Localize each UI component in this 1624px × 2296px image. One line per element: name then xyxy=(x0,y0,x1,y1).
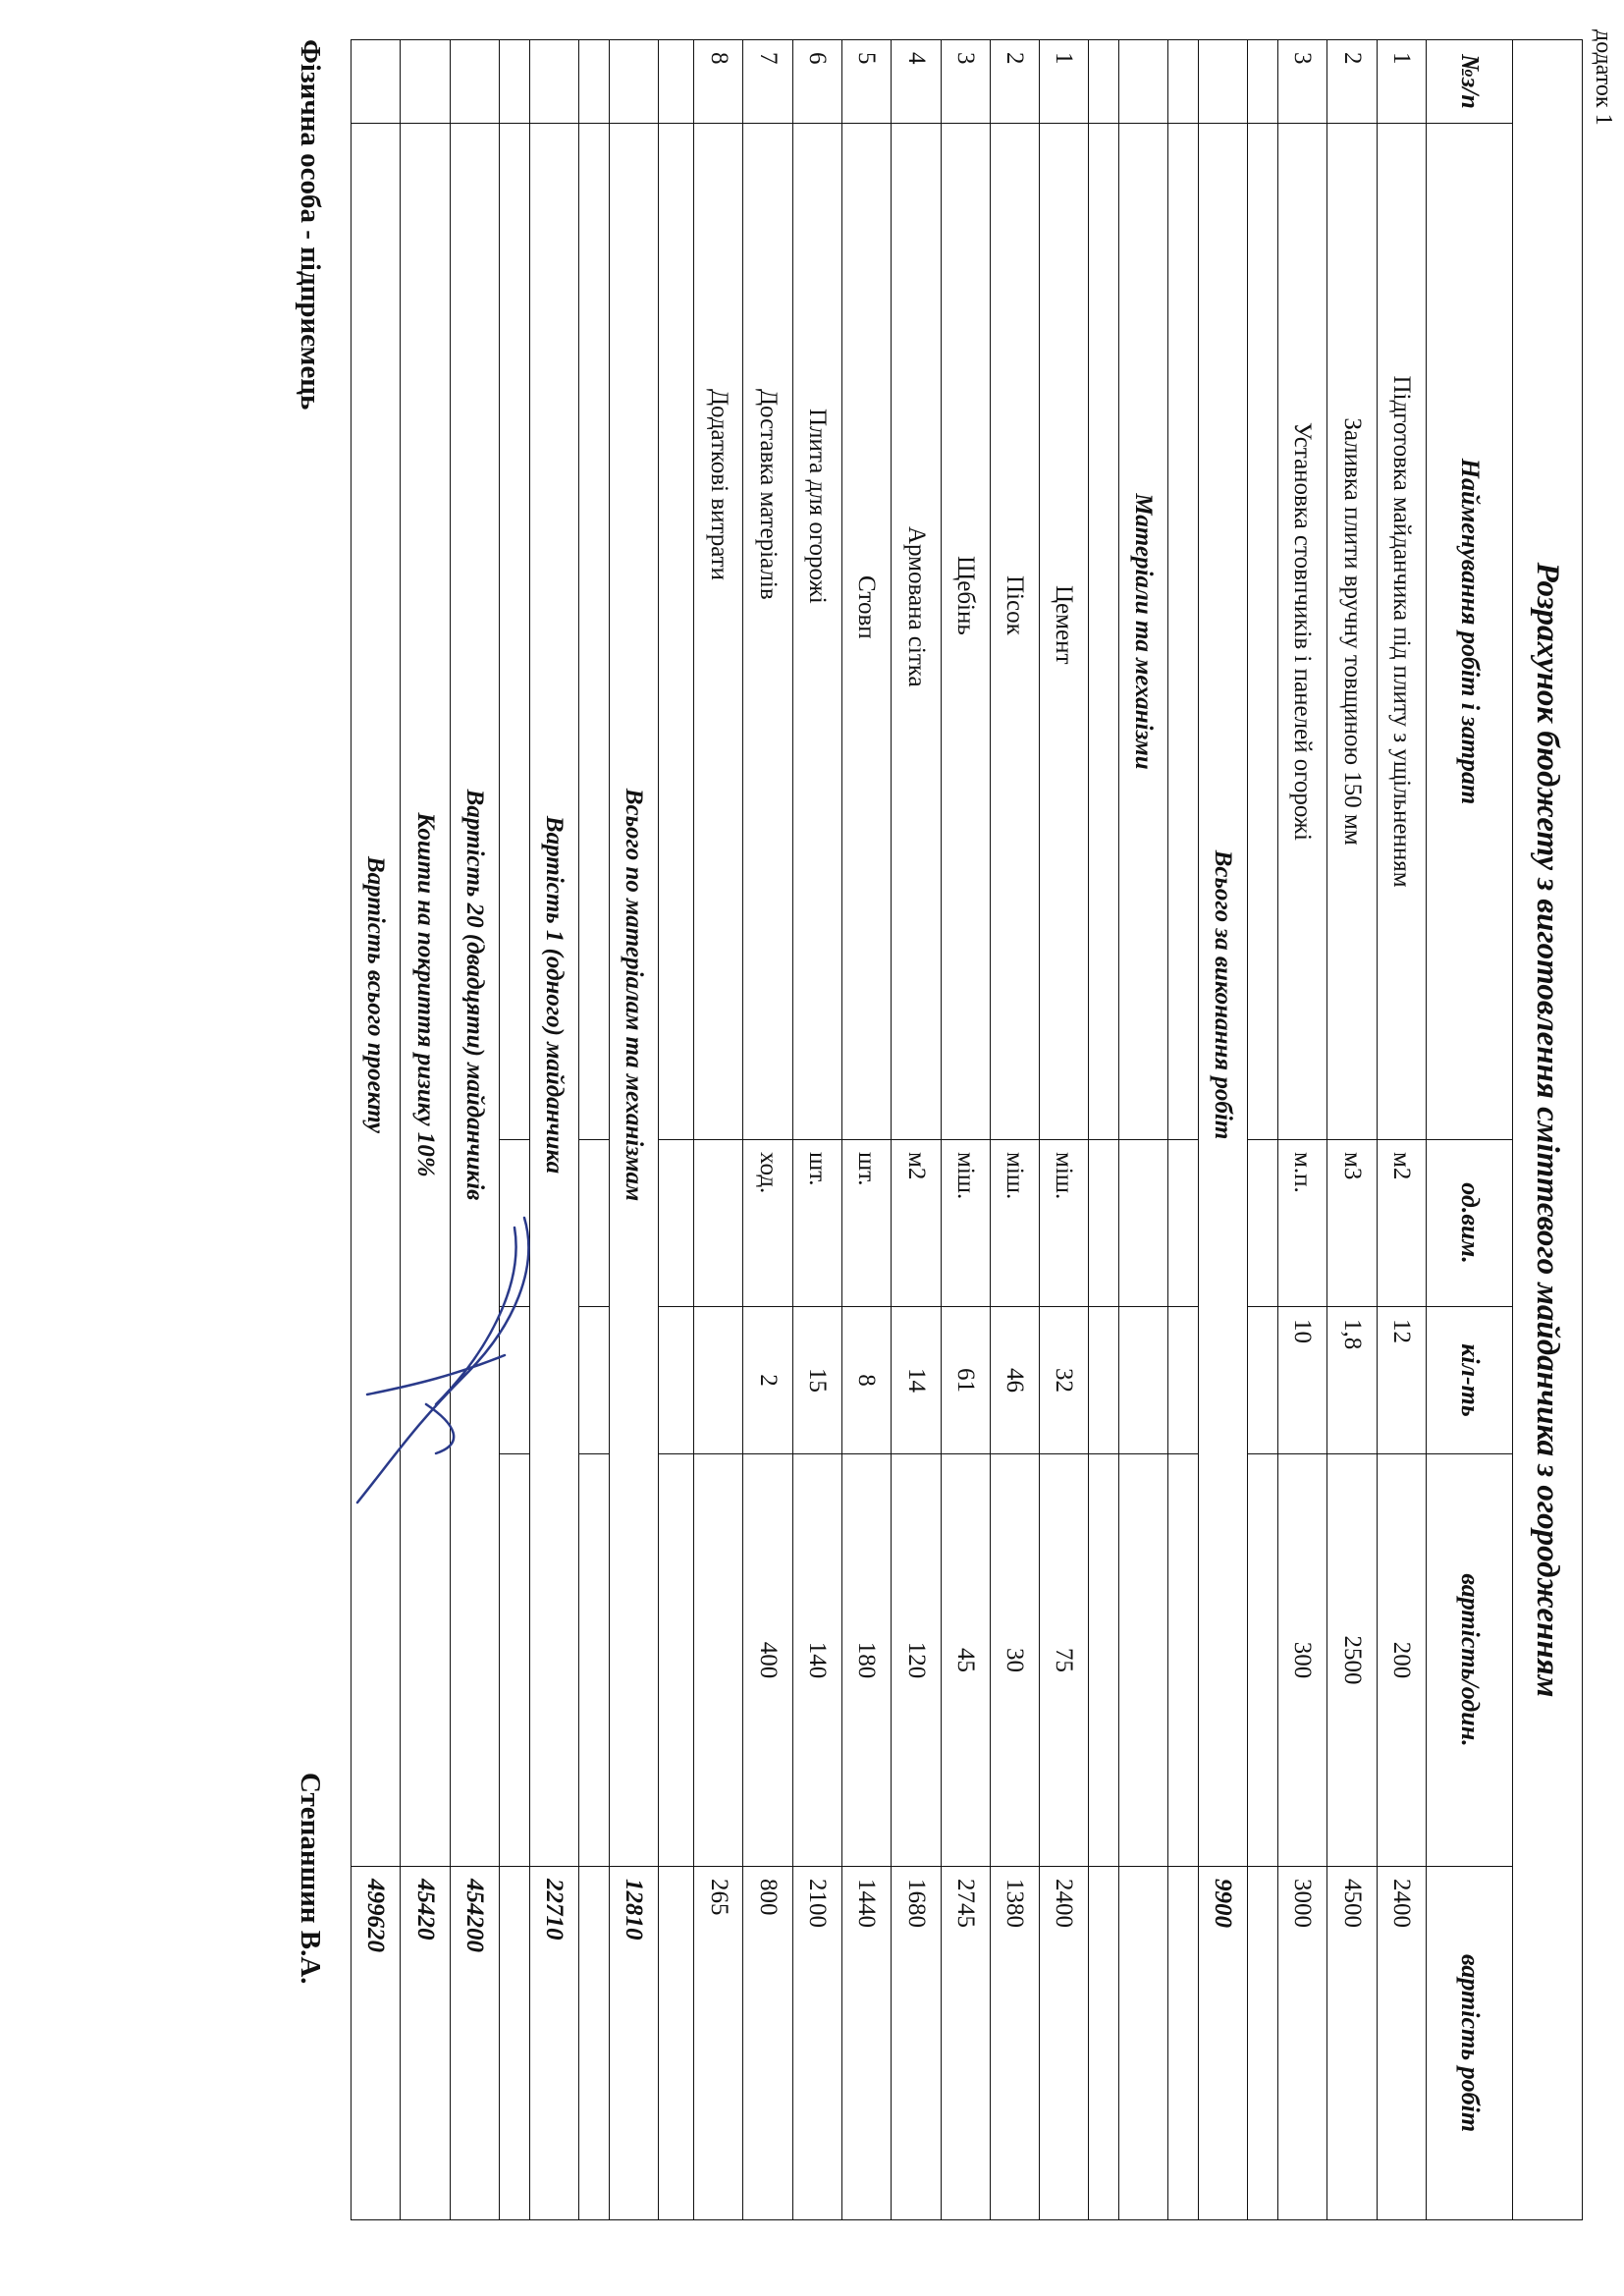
work-no: 1 xyxy=(1377,40,1426,124)
material-cost: 1680 xyxy=(892,1867,941,2220)
budget-table xyxy=(351,39,1583,2220)
work-no: 3 xyxy=(1278,40,1327,124)
project-total-label: Вартість всього проекту xyxy=(352,124,401,1867)
work-qty: 10 xyxy=(1278,1307,1327,1454)
work-unit: м3 xyxy=(1327,1140,1377,1307)
risk-value: 45420 xyxy=(401,1867,450,2220)
work-cost: 2400 xyxy=(1377,1867,1426,2220)
column-header-no: №з/п xyxy=(1426,40,1512,124)
signatory-title: Фізична особа - підприємець xyxy=(295,39,326,410)
material-cost: 2100 xyxy=(792,1867,841,2220)
material-no: 1 xyxy=(1040,40,1089,124)
material-name: Пісок xyxy=(990,124,1039,1140)
material-price: 75 xyxy=(1040,1454,1089,1867)
materials-section-row xyxy=(1119,40,1168,2220)
work-price: 2500 xyxy=(1327,1454,1377,1867)
material-qty: 2 xyxy=(743,1307,792,1454)
material-price: 45 xyxy=(941,1454,990,1867)
material-name: Плита для огорожі xyxy=(792,124,841,1140)
material-name: Цемент xyxy=(1040,124,1089,1140)
empty-row xyxy=(1168,40,1199,2220)
material-no: 6 xyxy=(792,40,841,124)
material-unit: міш. xyxy=(941,1140,990,1307)
table-header-row xyxy=(1426,40,1512,2220)
material-row xyxy=(990,40,1039,2220)
material-name: Доставка матеріалів xyxy=(743,124,792,1140)
material-price: 180 xyxy=(842,1454,892,1867)
material-row xyxy=(694,40,743,2220)
material-qty: 15 xyxy=(792,1307,841,1454)
budget-table-container xyxy=(351,39,1583,2219)
project-total-row xyxy=(352,40,401,2220)
column-header-name: Найменування робіт і затрат xyxy=(1426,124,1512,1140)
material-no: 7 xyxy=(743,40,792,124)
material-cost: 2745 xyxy=(941,1867,990,2220)
material-cost: 2400 xyxy=(1040,1867,1089,2220)
column-header-unit: од.вим. xyxy=(1426,1140,1512,1307)
empty-row xyxy=(658,40,693,2220)
material-no: 5 xyxy=(842,40,892,124)
empty-row xyxy=(1248,40,1278,2220)
material-qty xyxy=(694,1307,743,1454)
column-header-price: вартість/один. xyxy=(1426,1454,1512,1867)
material-price: 140 xyxy=(792,1454,841,1867)
handwritten-signature xyxy=(348,1208,544,1522)
table-title: Розрахунок бюджету з виготовлення сміттєвого майданчика з огородженням xyxy=(1512,40,1582,2220)
materials-total-row xyxy=(609,40,658,2220)
work-name: Заливка плити вручну товщиною 150 мм xyxy=(1327,124,1377,1140)
one-site-row xyxy=(529,40,578,2220)
material-qty: 8 xyxy=(842,1307,892,1454)
budget-table-body xyxy=(352,40,1583,2220)
material-unit: міш. xyxy=(990,1140,1039,1307)
one-site-label: Вартість 1 (одного) майданчика xyxy=(529,124,578,1867)
material-no: 4 xyxy=(892,40,941,124)
work-name: Установка стовпчиків і панелей огорожі xyxy=(1278,124,1327,1140)
works-total-row xyxy=(1199,40,1248,2220)
materials-total-value: 12810 xyxy=(609,1867,658,2220)
table-title-row xyxy=(1512,40,1582,2220)
material-unit: м2 xyxy=(892,1140,941,1307)
material-qty: 61 xyxy=(941,1307,990,1454)
material-price: 120 xyxy=(892,1454,941,1867)
material-unit: ход. xyxy=(743,1140,792,1307)
work-price: 300 xyxy=(1278,1454,1327,1867)
material-cost: 1440 xyxy=(842,1867,892,2220)
empty-row xyxy=(578,40,609,2220)
material-name: Щебінь xyxy=(941,124,990,1140)
signatory-name: Степаншин В.А. xyxy=(295,1773,326,1985)
twenty-sites-label: Вартість 20 (двадцяти) майданчиків xyxy=(450,124,499,1867)
material-name: Стовп xyxy=(842,124,892,1140)
material-row xyxy=(743,40,792,2220)
work-cost: 3000 xyxy=(1278,1867,1327,2220)
material-row xyxy=(941,40,990,2220)
work-price: 200 xyxy=(1377,1454,1426,1867)
material-unit xyxy=(694,1140,743,1307)
column-header-cost: вартість робіт xyxy=(1426,1867,1512,2220)
material-row xyxy=(892,40,941,2220)
material-name: Армована сітка xyxy=(892,124,941,1140)
work-qty: 12 xyxy=(1377,1307,1426,1454)
work-unit: м.п. xyxy=(1278,1140,1327,1307)
material-qty: 14 xyxy=(892,1307,941,1454)
work-cost: 4500 xyxy=(1327,1867,1377,2220)
risk-label: Кошти на покриття ризику 10% xyxy=(401,124,450,1867)
empty-row xyxy=(499,40,529,2220)
work-unit: м2 xyxy=(1377,1140,1426,1307)
works-total-value: 9900 xyxy=(1199,1867,1248,2220)
work-row xyxy=(1327,40,1377,2220)
material-no: 8 xyxy=(694,40,743,124)
material-row xyxy=(1040,40,1089,2220)
material-qty: 46 xyxy=(990,1307,1039,1454)
material-unit: міш. xyxy=(1040,1140,1089,1307)
materials-section-title: Матеріали та механізми xyxy=(1119,124,1168,1140)
materials-total-label: Всього по матеріалам та механізмам xyxy=(609,124,658,1867)
column-header-qty: кіл-ть xyxy=(1426,1307,1512,1454)
material-price: 30 xyxy=(990,1454,1039,1867)
material-cost: 1380 xyxy=(990,1867,1039,2220)
material-name: Додаткові витрати xyxy=(694,124,743,1140)
risk-row xyxy=(401,40,450,2220)
material-price xyxy=(694,1454,743,1867)
empty-row xyxy=(1089,40,1119,2220)
material-row xyxy=(792,40,841,2220)
twenty-sites-value: 454200 xyxy=(450,1867,499,2220)
material-unit: шт. xyxy=(842,1140,892,1307)
one-site-value: 22710 xyxy=(529,1867,578,2220)
work-no: 2 xyxy=(1327,40,1377,124)
work-qty: 1,8 xyxy=(1327,1307,1377,1454)
material-qty: 32 xyxy=(1040,1307,1089,1454)
work-row xyxy=(1377,40,1426,2220)
material-no: 2 xyxy=(990,40,1039,124)
appendix-label: додаток 1 xyxy=(1591,29,1616,126)
material-row xyxy=(842,40,892,2220)
material-cost: 800 xyxy=(743,1867,792,2220)
material-unit: шт. xyxy=(792,1140,841,1307)
material-no: 3 xyxy=(941,40,990,124)
works-total-label: Всього за виконання робіт xyxy=(1199,124,1248,1867)
work-row xyxy=(1278,40,1327,2220)
project-total-value: 499620 xyxy=(352,1867,401,2220)
material-price: 400 xyxy=(743,1454,792,1867)
twenty-sites-row xyxy=(450,40,499,2220)
work-name: Підготовка майданчика під плиту з ущільненням xyxy=(1377,124,1426,1140)
material-cost: 265 xyxy=(694,1867,743,2220)
